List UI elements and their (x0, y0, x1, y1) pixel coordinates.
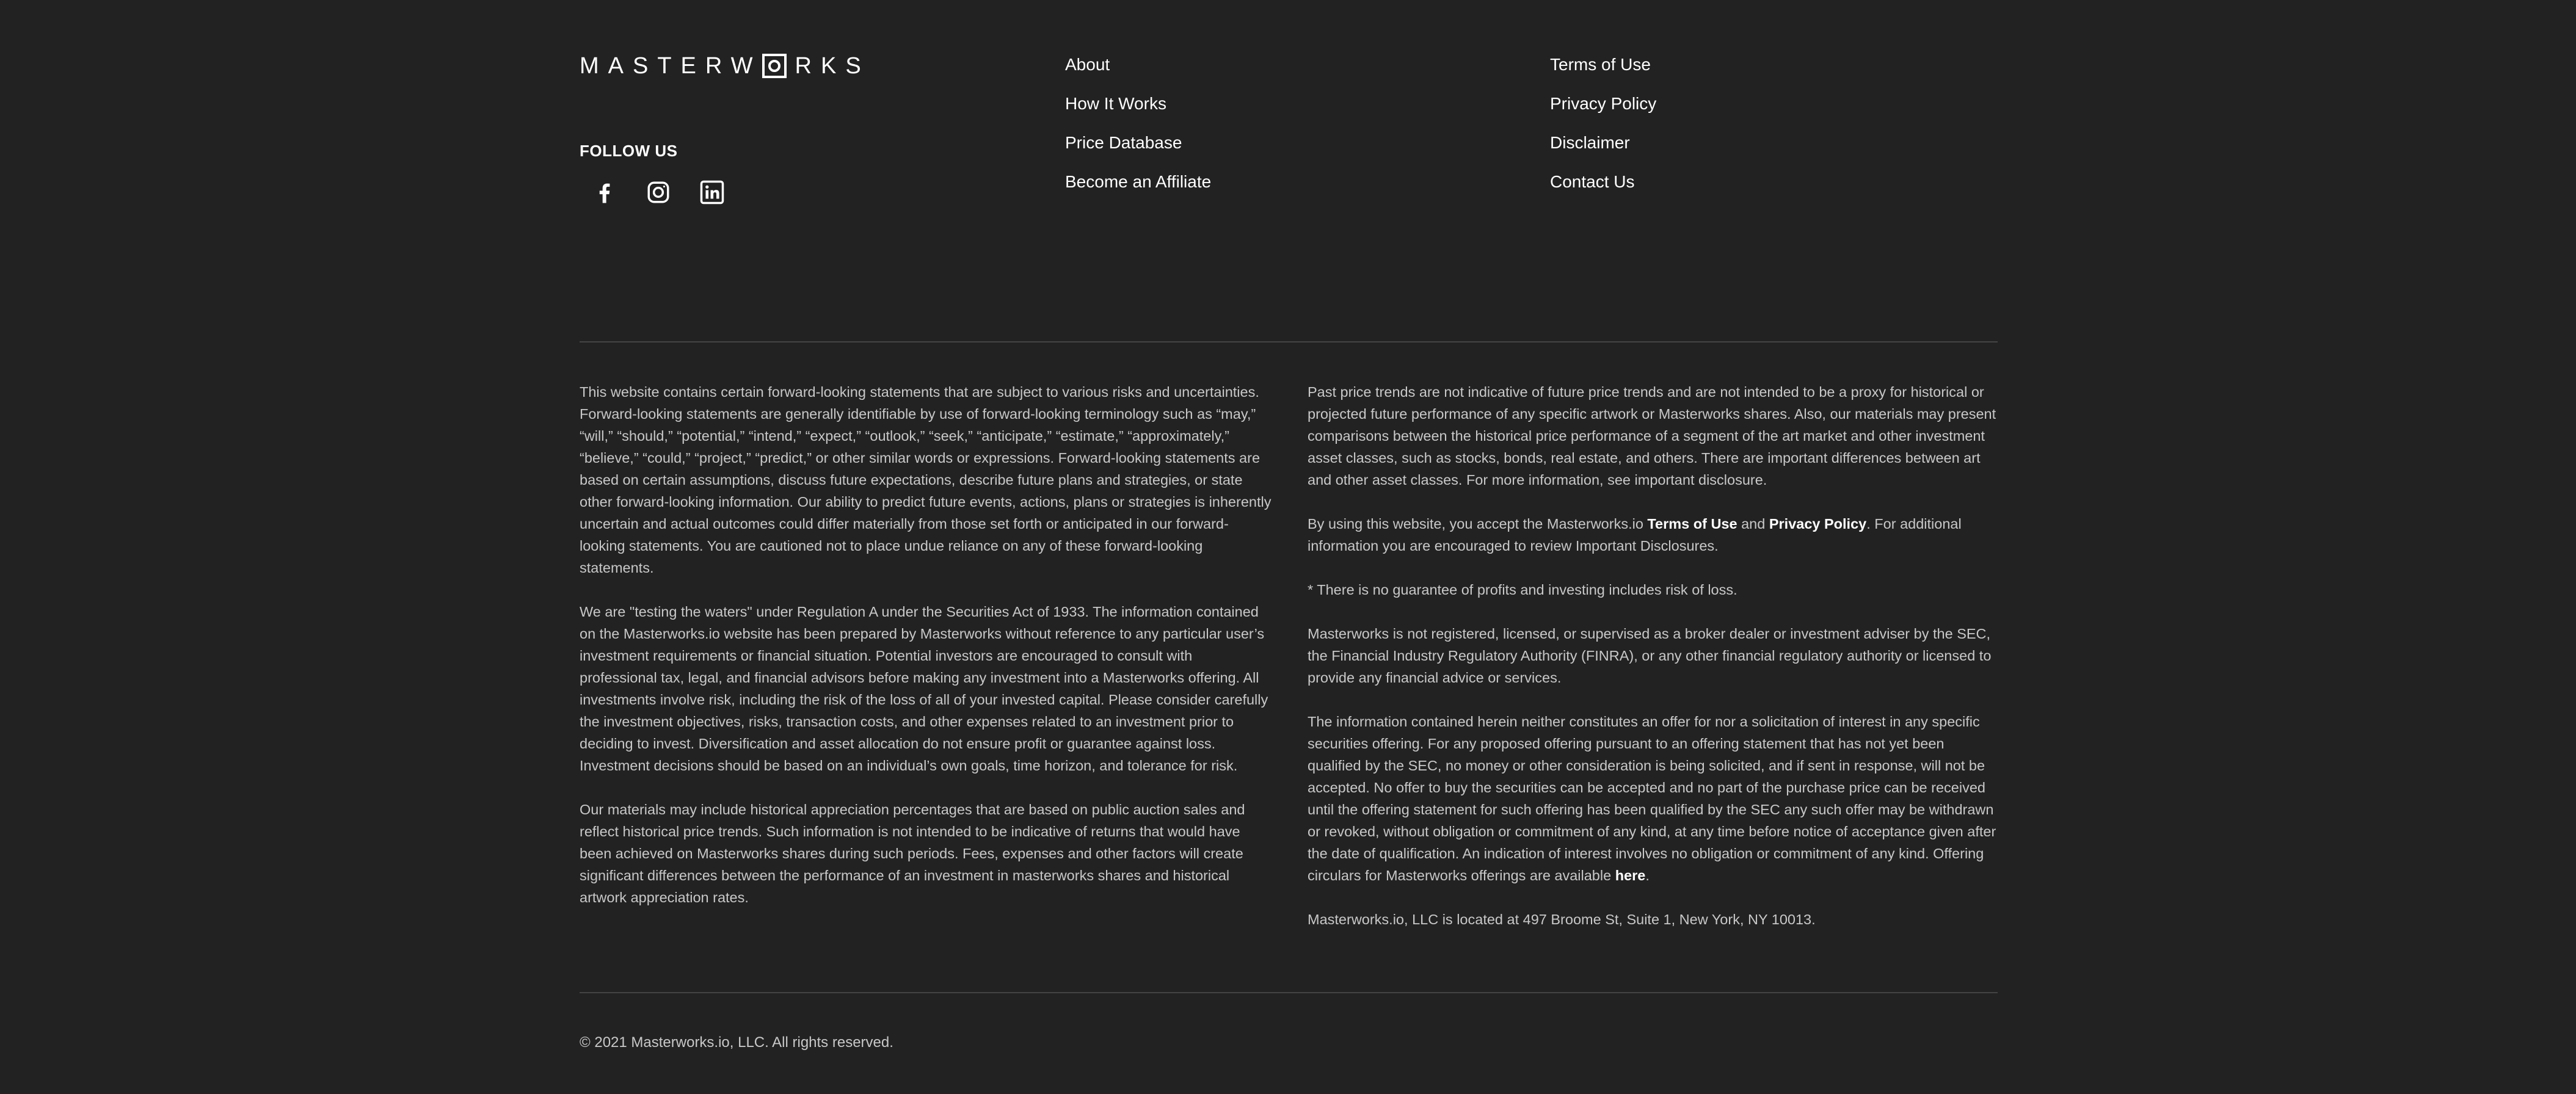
terms-of-use-link[interactable]: Terms of Use (1550, 55, 1651, 74)
past-price-trends-statement: Past price trends are not indicative of future price trends and are not intended to be a proxy for historical or projected future performance of any specific artwork or Masterworks shares. Also, our materials may present comparisons between the historical price performance of a segment of the art market and other investment asset classes, such as stocks, bonds, real estate, and others. There are important differences between art and other asset classes. For more information, see important disclosure. (1308, 384, 1996, 488)
nav-item-price-database (1065, 131, 1211, 170)
nav-item-how-it-works (1065, 92, 1211, 131)
copyright-notice: © 2021 Masterworks.io, LLC. All rights reserved. (580, 1034, 893, 1051)
terms-acceptance-statement (1308, 513, 1999, 557)
become-affiliate-link[interactable]: Become an Affiliate (1065, 172, 1212, 191)
terms-acceptance-text-a: By using this website, you accept the Masterworks.io (1308, 516, 1648, 532)
terms-acceptance-text-b: and (1737, 516, 1769, 532)
contact-us-link[interactable]: Contact Us (1550, 172, 1635, 191)
offering-text: The information contained herein neither constitutes an offer for nor a solicitation of interest in any specific securities offering. For any proposed offering pursuant to an offering statement that has not yet been qualified by the SEC, no money or other consideration is being solicited, and if sent in response, will not be accepted. No offer to buy the securities can be accepted and no part of the purchase price can be received until the offering statement for such offering has been qualified by the SEC any such offer may be withdrawn or revoked, without obligation or commitment of any kind, at any time before notice of acceptance given after the date of qualification. An indication of interest involves no obligation or commitment of any kind. Offering circulars for Masterworks offerings are available (1308, 714, 1996, 883)
historical-appreciation-statement: Our materials may include historical appreciation percentages that are based on public auction sales and reflect historical price trends. Such information is not intended to be indicative of returns that would have been achieved on Masterworks shares during such periods. Fees, expenses and other factors will create significant differences between the performance of an investment in masterworks shares and historical artwork appreciation rates. (580, 802, 1245, 905)
masterworks-logo[interactable] (580, 54, 870, 78)
testing-the-waters-statement: We are "testing the waters" under Regulation A under the Securities Act of 1933. The information contained on the Masterworks.io website has been prepared by Masterworks without reference to any particular user’s investment requirements or financial situation. Potential investors are encouraged to consult with professional tax, legal, and financial advisors before making any investment into a Masterworks offering. All investments involve risk, including the risk of the loss of all of your invested capital. Please consider carefully the investment objectives, risks, transaction costs, and other expenses related to an investment prior to deciding to invest. Diversification and asset allocation do not ensure profit or guarantee against loss. Investment decisions should be based on an individual’s own goals, time horizon, and tolerance for risk. (580, 604, 1268, 773)
nav-item-about (1065, 53, 1211, 92)
privacy-policy-link[interactable]: Privacy Policy (1550, 94, 1657, 113)
logo-o-icon (762, 54, 787, 78)
offering-statement (1308, 711, 1999, 886)
terms-acceptance-text-c: . For additional information you are encouraged to review Important Disclosures. (1308, 516, 1962, 554)
disclaimer-link[interactable]: Disclaimer (1550, 133, 1630, 152)
footer-nav-primary (1065, 53, 1211, 209)
footer-divider-bottom (580, 992, 1998, 993)
logo-text-left: MASTERW (580, 53, 762, 79)
inline-privacy-policy-link[interactable]: Privacy Policy (1769, 516, 1867, 532)
follow-us-label: FOLLOW US (580, 142, 678, 160)
how-it-works-link[interactable]: How It Works (1065, 94, 1166, 113)
nav-item-terms (1550, 53, 1656, 92)
offering-text-end: . (1645, 868, 1650, 883)
forward-looking-statement: This website contains certain forward-looking statements that are subject to various risks and uncertainties. Forward-looking statements are generally identifiable by use of forward-looking terminology such as “may,” “will,” “should,” “potential,” “intend,” “expect,” “outlook,” “seek,” “anticipate,” “estimate,” “approximately,” “believe,” “could,” “project,” “predict,” or other similar words or expressions. Forward-looking statements are based on certain assumptions, discuss future expectations, describe future plans and strategies, or state other forward-looking information. Our ability to predict future events, actions, plans or strategies is inherently uncertain and actual outcomes could differ materially from those set forth or anticipated in our forward-looking statements. You are cautioned not to place undue reliance on any of these forward-looking statements. (580, 384, 1272, 576)
offering-circulars-here-link[interactable]: here (1615, 868, 1646, 883)
no-guarantee-statement: * There is no guarantee of profits and investing includes risk of loss. (1308, 582, 1737, 598)
company-address: Masterworks.io, LLC is located at 497 Broome St, Suite 1, New York, NY 10013. (1308, 911, 1816, 927)
nav-item-disclaimer (1550, 131, 1656, 170)
instagram-link[interactable] (646, 179, 671, 205)
footer-nav-legal (1550, 53, 1656, 209)
price-database-link[interactable]: Price Database (1065, 133, 1182, 152)
disclaimer-right-column (1308, 381, 1999, 952)
facebook-icon (592, 179, 617, 205)
disclaimer-left-column (580, 381, 1273, 930)
about-link[interactable]: About (1065, 55, 1110, 74)
inline-terms-of-use-link[interactable]: Terms of Use (1647, 516, 1737, 532)
not-registered-statement: Masterworks is not registered, licensed, or supervised as a broker dealer or investment adviser by the SEC, the Financial Industry Regulatory Authority (FINRA), or any other financial regulatory authority or licensed to provide any financial advice or services. (1308, 626, 1992, 686)
instagram-icon (646, 179, 671, 205)
linkedin-icon (699, 179, 725, 205)
facebook-link[interactable] (592, 179, 617, 205)
social-links (592, 179, 725, 205)
nav-item-privacy (1550, 92, 1656, 131)
logo-text-right: RKS (795, 53, 870, 79)
linkedin-link[interactable] (699, 179, 725, 205)
footer-divider-top (580, 341, 1998, 342)
site-footer (580, 0, 1998, 1094)
nav-item-contact (1550, 170, 1656, 209)
nav-item-become-affiliate (1065, 170, 1211, 209)
